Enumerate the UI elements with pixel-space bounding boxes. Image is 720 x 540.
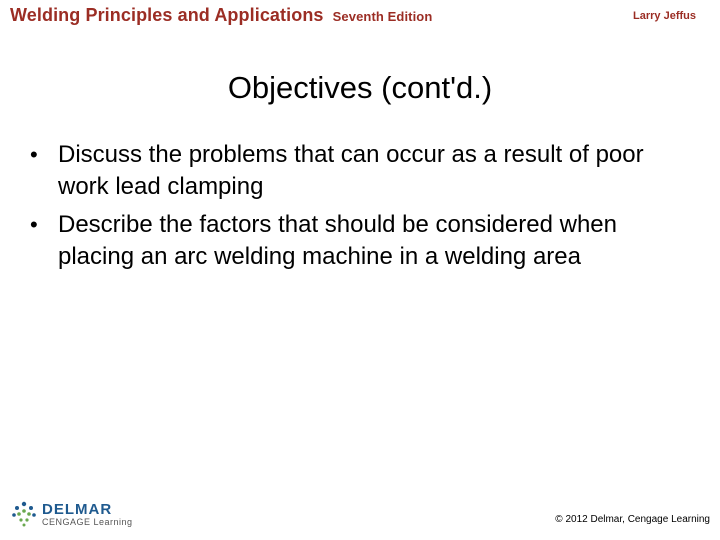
slide-header	[0, 0, 720, 33]
publisher-logo	[10, 500, 140, 532]
copyright-notice: © 2012 Delmar, Cengage Learning	[555, 514, 710, 525]
bullet-text: Describe the factors that should be considered when placing an arc welding machine in a welding area	[58, 211, 617, 270]
bullet-icon: •	[30, 212, 38, 237]
logo-wordmark: DELMAR	[42, 501, 113, 518]
delmar-logo-icon	[10, 500, 38, 528]
bullet-icon: •	[30, 142, 38, 167]
list-item	[30, 139, 695, 203]
logo-subtitle: CENGAGE Learning	[42, 517, 133, 527]
objectives-list	[30, 139, 695, 279]
slide-title: Objectives (cont'd.)	[227, 70, 493, 105]
book-title	[10, 5, 432, 26]
list-item	[30, 209, 695, 273]
book-title-text: Welding Principles and Applications	[10, 5, 324, 25]
bullet-text: Discuss the problems that can occur as a result of poor work lead clamping	[58, 141, 644, 200]
book-edition: Seventh Edition	[332, 9, 433, 24]
author-name: Larry Jeffus	[633, 10, 696, 22]
